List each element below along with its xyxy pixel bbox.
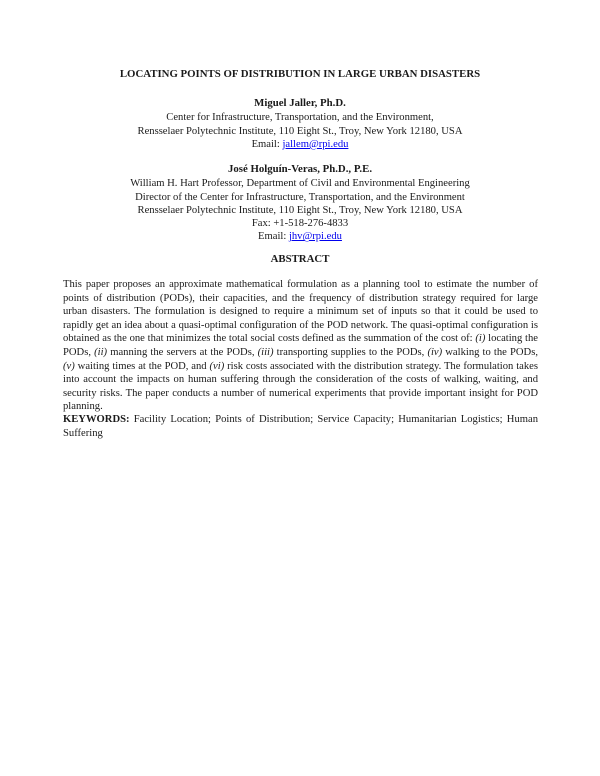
email-link[interactable]: jallem@rpi.edu: [282, 138, 349, 150]
keywords-list: Facility Location; Points of Distribution; Service Capacity; Humanitarian Logistics; Human Suffering: [63, 414, 538, 439]
abstract-enum: (v): [63, 360, 75, 372]
abstract-enum: (i): [475, 333, 486, 345]
email-line: [0, 230, 600, 243]
author-block-1: [0, 97, 600, 151]
email-link[interactable]: jhv@rpi.edu: [288, 231, 342, 243]
abstract-text: [63, 278, 538, 414]
abstract-enum: (vi): [209, 360, 225, 372]
abstract-segment: locating the PODs,: [63, 333, 538, 358]
author-name: José Holguín-Veras, Ph.D., P.E.: [227, 163, 373, 175]
abstract-segment: This paper proposes an approximate mathematical formulation as a planning tool to estimate the number of points of distribution (PODs), their capacities, and the frequency of distribution strategy required for large urban disasters. The formulation is designed to require a minimum set of inputs so that it could be used to rapidly get an idea about a quasi-optimal configuration of the POD network. The quasi-optimal configuration is obtained as the one that minimizes the total social costs defined as the summation of the cost of:: [63, 279, 538, 345]
abstract-heading: ABSTRACT: [270, 253, 330, 265]
abstract-segment: risk costs associated with the distribution strategy. The formulation takes into account the impacts on human suffering through the consideration of the costs of walking, waiting, and security risks. The paper conducts a number of numerical experiments that provide important insight for POD planning.: [63, 360, 538, 413]
abstract-segment: walking to the PODs,: [442, 346, 538, 358]
abstract-segment: transporting supplies to the PODs,: [273, 346, 428, 358]
affiliation-line: Center for Infrastructure, Transportation, and the Environment,: [166, 112, 434, 124]
author-block-2: [0, 163, 600, 244]
abstract-enum: (iv): [427, 346, 443, 358]
abstract-enum: (iii): [257, 346, 274, 358]
fax-line: Fax: +1-518-276-4833: [251, 218, 349, 230]
abstract-segment: waiting times at the POD, and: [74, 360, 210, 372]
keywords: [63, 413, 538, 440]
email-line: [0, 138, 600, 151]
abstract-enum: (ii): [94, 346, 108, 358]
abstract-segment: manning the servers at the PODs,: [107, 346, 258, 358]
paper-title: LOCATING POINTS OF DISTRIBUTION IN LARGE URBAN DISASTERS: [119, 68, 481, 80]
affiliation-line: Rensselaer Polytechnic Institute, 110 Eight St., Troy, New York 12180, USA: [137, 204, 463, 216]
affiliation-line: Rensselaer Polytechnic Institute, 110 Eight St., Troy, New York 12180, USA: [137, 125, 463, 137]
email-label: Email:: [258, 231, 289, 243]
keywords-label: KEYWORDS:: [63, 414, 130, 425]
email-label: Email:: [251, 138, 283, 150]
author-name: Miguel Jaller, Ph.D.: [254, 97, 346, 109]
affiliation-line: Director of the Center for Infrastructure, Transportation, and the Environment: [135, 191, 465, 203]
affiliation-line: William H. Hart Professor, Department of Civil and Environmental Engineering: [130, 178, 470, 190]
